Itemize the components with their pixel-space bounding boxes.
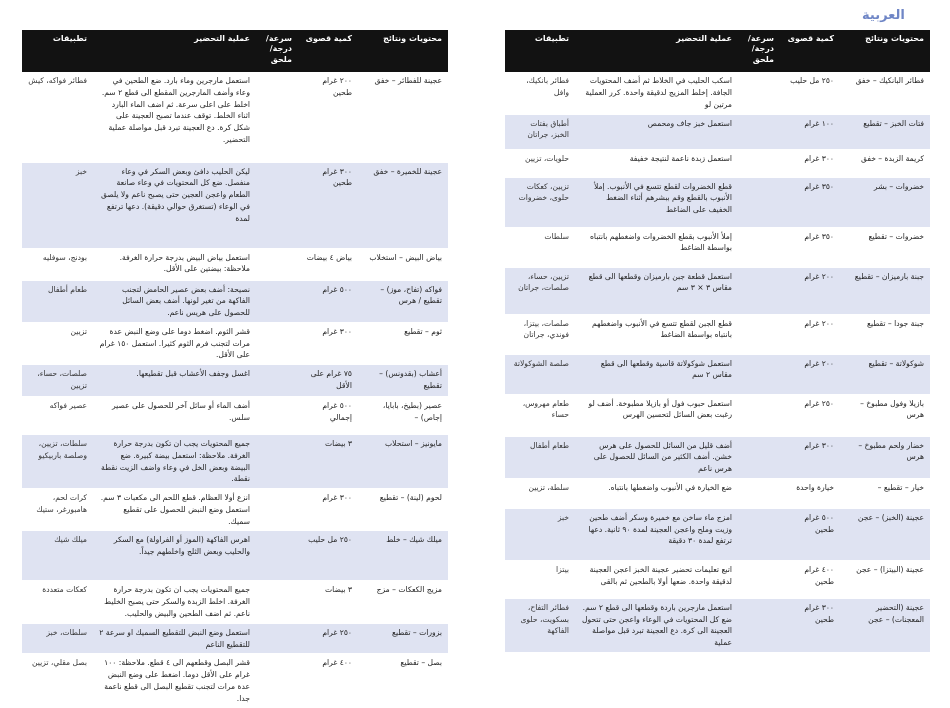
cell-speed (256, 397, 298, 435)
table-header-row (22, 30, 448, 72)
cell-applications: فطائر فواكه، كيش (22, 72, 93, 162)
cell-preparation: قطع الجبن لقطع تتسع في الأنبوب واضغطهم بانتباه بواسطة الضاغط (575, 314, 738, 354)
cell-preparation: استعمل مارجرين وماء بارد. ضع الطحين في وعاء وأضف المارجرين المقطع الى قطع ٢ سم. اخلط على اعلى سرعة. ثم اضف الماء البارد اثناء الخلط. توقف عندما تصبح العجينة على شكل كرة. دع العجينة تبرد قبل مواصلة عملية التحضير. (93, 72, 256, 162)
cell-applications: طعام مهروس، حساء (505, 394, 575, 436)
column-header-2: كمية قصوى (780, 30, 840, 72)
table-row (505, 560, 930, 598)
cell-preparation: نصيحة: أضف بعض عصير الحامض لتجنب الفاكهة من تغير لونها. أضف بعض السائل للحصول على هريس ناعم. (93, 280, 256, 322)
cell-max-quantity: ٥٠٠ غرام (298, 280, 358, 322)
cell-speed (738, 508, 780, 560)
cell-ingredient: كريمة الزبدة – خفق (840, 149, 930, 177)
cell-applications: بصل مقلي، تزيين (22, 654, 93, 708)
cell-ingredient: عجينة للفطائر – خفق (358, 72, 448, 162)
cell-speed (738, 267, 780, 314)
cell-speed (738, 114, 780, 149)
table-header-row (505, 30, 930, 72)
cell-speed (738, 598, 780, 652)
table-row (505, 177, 930, 227)
cell-preparation: جميع المحتويات يجب ان تكون بدرجة حرارة الغرفة. اخلط الزبدة والسكر حتى يصبح الخليط ناعم. ثم اضف الطحين والبيض والحليب. (93, 581, 256, 623)
cell-speed (256, 72, 298, 162)
cell-max-quantity: ٣ بيضات (298, 435, 358, 489)
cell-speed (738, 314, 780, 354)
cell-ingredient: مايونيز – استحلاب (358, 435, 448, 489)
column-header-3: سرعة/ درجة/ ملحق (256, 30, 298, 72)
cell-preparation: قطع الخضروات لقطع تتسع في الأنبوب. إملأ الأنبوب بالقطع وقم ببشرهم أثناء الضغط الخفيف على الضاغط (575, 177, 738, 227)
cell-applications: ميلك شيك (22, 531, 93, 581)
table-row (22, 531, 448, 581)
cell-applications: صلصة الشوكولاتة (505, 354, 575, 394)
cell-speed (256, 581, 298, 623)
cell-max-quantity: ٢٥٠ مل حليب (298, 531, 358, 581)
cell-applications: طعام أطفال (22, 280, 93, 322)
cell-ingredient: بياض البيض – استخلاب (358, 248, 448, 280)
cell-applications: عصير فواكه (22, 397, 93, 435)
cell-max-quantity: ٢٠٠ غرام (780, 267, 840, 314)
cell-applications: طعام أطفال (505, 436, 575, 478)
cell-preparation: اتبع تعليمات تحضير عجينة الخبز اعجن العجينة لدقيقة واحدة. ضعها أولا بالطحين ثم بالقى (575, 560, 738, 598)
cell-max-quantity: ٣٠٠ غرام (780, 149, 840, 177)
cell-preparation: إملأ الأنبوب بقطع الخضروات واضغطهم بانتباه بواسطة الضاغط (575, 227, 738, 267)
cell-ingredient: خيار – تقطيع – (840, 478, 930, 508)
table-row (22, 489, 448, 531)
cell-max-quantity: ٣٠٠ غرام (780, 436, 840, 478)
table-row (505, 508, 930, 560)
cell-max-quantity: ٢٥٠ غرام (298, 623, 358, 654)
cell-applications: سلطات (505, 227, 575, 267)
cell-speed (256, 365, 298, 397)
cell-max-quantity: بياض ٤ بيضات (298, 248, 358, 280)
column-header-1: محتويات ونتائج (840, 30, 930, 72)
cell-max-quantity: ٧٥ غرام على الأقل (298, 365, 358, 397)
cell-ingredient: بازيلا وفول مطبوخ – هرس (840, 394, 930, 436)
cell-preparation: أضف قليل من السائل للحصول على هرس خشن. أضف الكثير من السائل للحصول على هرس ناعم (575, 436, 738, 478)
cell-speed (256, 623, 298, 654)
cell-speed (256, 531, 298, 581)
cell-ingredient: ثوم – تقطيع (358, 322, 448, 364)
cell-ingredient: عجينة للخميرة – خفق (358, 162, 448, 248)
cell-max-quantity: ٢٥٠ غرام (780, 394, 840, 436)
cell-max-quantity: ٢٠٠ غرام طحين (298, 72, 358, 162)
cell-preparation: ليكن الحليب دافئ وبعض السكر في وعاء منفصل. ضع كل المحتويات في وعاء صانعة الطعام واعجن العجين حتى يصبح ناعم ولا يلصق في الوعاء (تستغرق حوالي دقيقة). دعها ترتفع لمدة (93, 162, 256, 248)
cell-speed (738, 354, 780, 394)
table-row (22, 72, 448, 162)
cell-speed (256, 162, 298, 248)
column-header-4: عملية التحضير (575, 30, 738, 72)
cell-applications: صلصات، بيتزا، فوندي، جراتان (505, 314, 575, 354)
cell-ingredient: خضروات – تقطيع (840, 227, 930, 267)
cell-max-quantity: ٣٠٠ غرام طحين (298, 162, 358, 248)
cell-preparation: استعمل قطعة جبن بارميزان وقطعها الى قطع مقاس ٣ × ٣ سم (575, 267, 738, 314)
cell-ingredient: عجينة (التحضير المعجنات) – عجن (840, 598, 930, 652)
cell-applications: بيتزا (505, 560, 575, 598)
cell-preparation: قشر الثوم. اضغط دوما على وضع النبض عدة مرات لتجنب فرم الثوم كثيرا. استعمل ١٥٠ غرام على الأقل. (93, 322, 256, 364)
column-header-5: تطبيقات (22, 30, 93, 72)
cell-ingredient: بصل – تقطيع (358, 654, 448, 708)
cell-ingredient: لحوم (لينة) – تقطيع (358, 489, 448, 531)
cell-speed (256, 435, 298, 489)
cell-applications: أطباق بفتات الخبز، جراتان (505, 114, 575, 149)
cell-preparation: اهرس الفاكهة (الموز أو الفراولة) مع السكر والحليب وبعض الثلج واخلطهم جيداً. (93, 531, 256, 581)
cell-ingredient: فتات الخبز – تقطيع (840, 114, 930, 149)
cell-ingredient: بزورات – تقطيع (358, 623, 448, 654)
language-heading: العربية (862, 8, 905, 23)
cell-applications: سلطات، تزيين، وصلصة باربيكيو (22, 435, 93, 489)
cell-speed (738, 436, 780, 478)
left-recipe-table (22, 30, 448, 708)
cell-preparation: ضع الخيارة في الأنبوب واضغطها بانتباه. (575, 478, 738, 508)
cell-speed (738, 72, 780, 114)
cell-preparation: استعمل شوكولاتة قاسية وقطعها الى قطع مقاس ٢ سم (575, 354, 738, 394)
cell-preparation: استعمل زبدة ناعمة لنتيجة خفيفة (575, 149, 738, 177)
cell-ingredient: جبنة جودا – تقطيع (840, 314, 930, 354)
cell-speed (738, 394, 780, 436)
cell-speed (738, 227, 780, 267)
cell-max-quantity: ٢٠٠ غرام (780, 354, 840, 394)
table-row (22, 248, 448, 280)
cell-preparation: أضف الماء أو سائل آخر للحصول على عصير سلس. (93, 397, 256, 435)
cell-applications: كرات لحم، هامبورغر، ستيك (22, 489, 93, 531)
cell-speed (738, 560, 780, 598)
cell-preparation: اغسل وجفف الأعشاب قبل تقطيعها. (93, 365, 256, 397)
cell-ingredient: جبنة بارميزان – تقطيع (840, 267, 930, 314)
table-row (505, 72, 930, 114)
table-row (505, 436, 930, 478)
cell-max-quantity: ٣ بيضات (298, 581, 358, 623)
cell-preparation: اسكب الحليب في الخلاط ثم أضف المحتويات الجافة. إخلط المزيج لدقيقة واحدة. كرر العملية مرتين لو (575, 72, 738, 114)
cell-speed (738, 177, 780, 227)
cell-applications: سلطات، خبز (22, 623, 93, 654)
cell-speed (256, 248, 298, 280)
cell-max-quantity: ٣٥٠ غرام (780, 227, 840, 267)
column-header-4: عملية التحضير (93, 30, 256, 72)
cell-max-quantity: ٢٥٠ مل حليب (780, 72, 840, 114)
cell-max-quantity: ٣٠٠ غرام (298, 322, 358, 364)
cell-ingredient: أعشاب (بقدونس) – تقطيع (358, 365, 448, 397)
cell-applications: حلويات، تزيين (505, 149, 575, 177)
table-row (505, 394, 930, 436)
table-row (22, 623, 448, 654)
cell-max-quantity: ٢٠٠ غرام (780, 314, 840, 354)
table-row (505, 598, 930, 652)
cell-ingredient: ميلك شيك – خلط (358, 531, 448, 581)
table-row (505, 354, 930, 394)
cell-max-quantity: ٤٠٠ غرام طحين (780, 560, 840, 598)
cell-applications: تزيين، حساء، صلصات، جراتان (505, 267, 575, 314)
cell-speed (256, 322, 298, 364)
cell-ingredient: عصير (بطيخ، بابايا، إجاص) – (358, 397, 448, 435)
cell-applications: خبز (22, 162, 93, 248)
cell-speed (738, 149, 780, 177)
table-row (505, 478, 930, 508)
cell-ingredient: خضار ولحم مطبوخ – هرس (840, 436, 930, 478)
cell-max-quantity: ٥٠٠ غرام إجمالي (298, 397, 358, 435)
right-recipe-table (505, 30, 930, 653)
cell-ingredient: خضروات – بشر (840, 177, 930, 227)
cell-applications: كعكات متعددة (22, 581, 93, 623)
cell-applications: تزيين، كعكات حلوى، خضروات (505, 177, 575, 227)
cell-preparation: جميع المحتويات يجب ان تكون بدرجة حرارة الغرفة. ملاحظة: استعمل بيضة كبيرة. ضع البيضة وبعض الخل في وعاء واضف الزيت نقطة نقطة. (93, 435, 256, 489)
cell-applications: سلطة، تزيين (505, 478, 575, 508)
column-header-1: محتويات ونتائج (358, 30, 448, 72)
cell-max-quantity: ١٠٠ غرام (780, 114, 840, 149)
table-row (22, 162, 448, 248)
cell-ingredient: عجينة (الخبز) – عجن (840, 508, 930, 560)
cell-speed (256, 489, 298, 531)
cell-applications: فطائر بانكيك، وافل (505, 72, 575, 114)
cell-max-quantity: ٣٠٠ غرام طحين (780, 598, 840, 652)
cell-ingredient: فطائر البانكيك – خفق (840, 72, 930, 114)
cell-max-quantity: ٣٠٠ غرام (298, 489, 358, 531)
table-row (22, 365, 448, 397)
column-header-3: سرعة/ درجة/ ملحق (738, 30, 780, 72)
cell-preparation: استعمل حبوب فول أو بازيلا مطبوخة. أضف لو رغبت بعض السائل لتحسين الهرس (575, 394, 738, 436)
cell-max-quantity: ٣٥٠ غرام (780, 177, 840, 227)
cell-preparation: انزع أولا العظام. قطع اللحم الى مكعبات ٣ سم. استعمل وضع النبض للحصول على تقطيع سميك. (93, 489, 256, 531)
cell-preparation: استعمل وضع النبض للتقطيع السميك او سرعة ٢ للتقطيع الناعم (93, 623, 256, 654)
cell-speed (256, 280, 298, 322)
cell-applications: بودنج، سوفليه (22, 248, 93, 280)
cell-applications: فطائر التفاح، بسكويت، حلوى الفاكهة (505, 598, 575, 652)
cell-max-quantity: ٥٠٠ غرام طحين (780, 508, 840, 560)
cell-preparation: قشر البصل وقطعهم الى ٤ قطع. ملاحظة: ١٠٠ غرام على الأقل دوما. اضغط على وضع النبض عدة مرات لتجنب تقطيع البصل الى قطع ناعمة جدا. (93, 654, 256, 708)
cell-max-quantity: خيارة واحدة (780, 478, 840, 508)
table-row (505, 149, 930, 177)
table-row (22, 280, 448, 322)
table-row (505, 267, 930, 314)
cell-speed (256, 654, 298, 708)
cell-preparation: استعمل مارجرين باردة وقطعها الى قطع ٢ سم. ضع كل المحتويات في الوعاء واعجن حتى تتحول العجينة الى كرة. دع العجينة تبرد قبل مواصلة عملية (575, 598, 738, 652)
cell-applications: تزيين (22, 322, 93, 364)
table-row (22, 322, 448, 364)
cell-ingredient: عجينة (البيتزا) – عجن (840, 560, 930, 598)
column-header-2: كمية قصوى (298, 30, 358, 72)
cell-ingredient: مزيج الكعكات – مزج (358, 581, 448, 623)
table-row (22, 581, 448, 623)
cell-preparation: استعمل بياض البيض بدرجة حرارة الغرفة. ملاحظة: بيضتين على الأقل. (93, 248, 256, 280)
cell-ingredient: فواكه (تفاح، موز) – تقطيع / هرس (358, 280, 448, 322)
table-row (22, 654, 448, 708)
table-row (505, 227, 930, 267)
cell-preparation: استعمل خبز جاف ومحمص (575, 114, 738, 149)
table-row (505, 314, 930, 354)
cell-applications: خبز (505, 508, 575, 560)
table-row (22, 397, 448, 435)
cell-ingredient: شوكولاتة – تقطيع (840, 354, 930, 394)
cell-speed (738, 478, 780, 508)
cell-preparation: امزج ماء ساخن مع خميرة وسكر أضف طحين وزيت وملح واعجن العجينة لمدة ٩٠ ثانية. دعها ترتفع لمدة ٣٠ دقيقة (575, 508, 738, 560)
cell-max-quantity: ٤٠٠ غرام (298, 654, 358, 708)
column-header-5: تطبيقات (505, 30, 575, 72)
table-row (22, 435, 448, 489)
table-row (505, 114, 930, 149)
cell-applications: صلصات، حساء، تزيين (22, 365, 93, 397)
